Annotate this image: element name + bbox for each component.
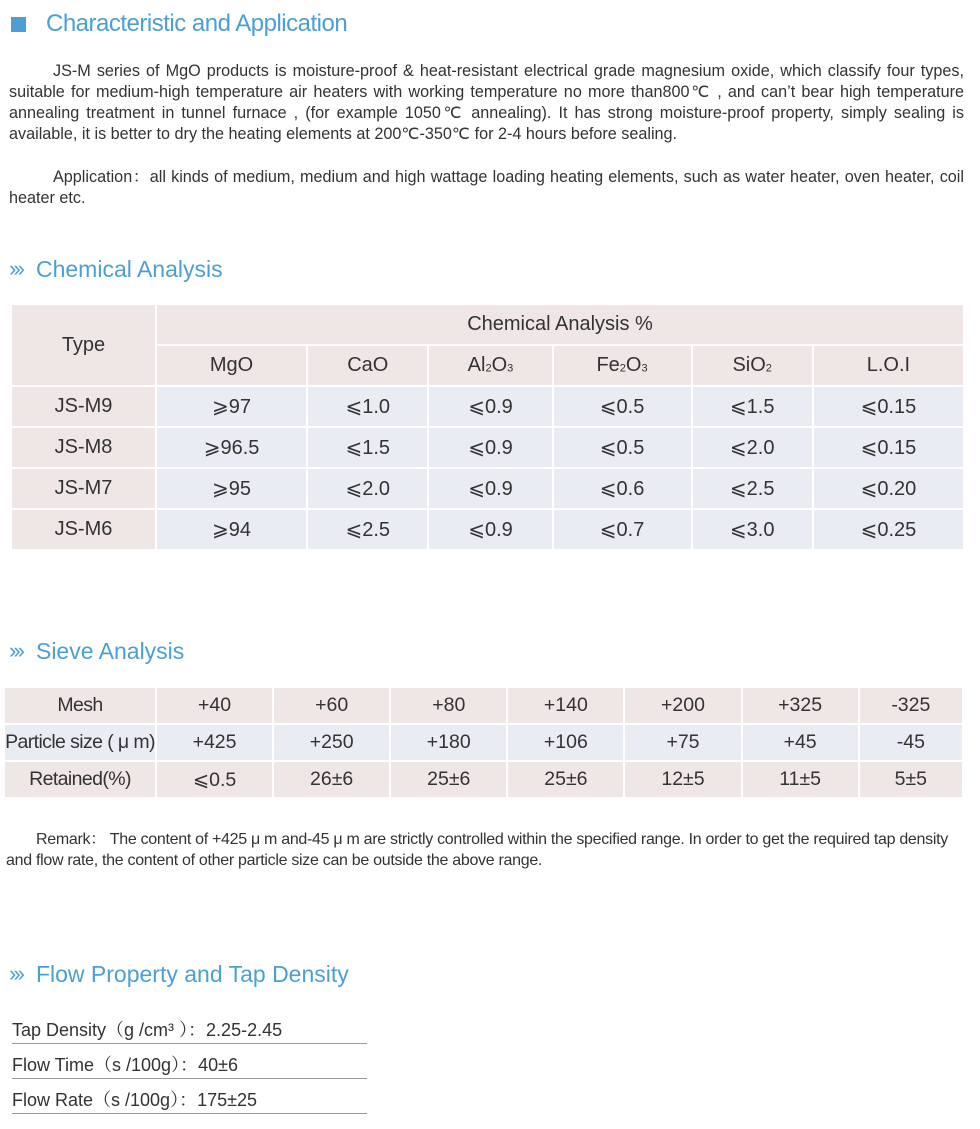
page-title: Characteristic and Application bbox=[46, 10, 348, 37]
type-cell: JS-M9 bbox=[12, 387, 155, 426]
flow-time-row bbox=[12, 1045, 367, 1079]
table-row bbox=[12, 469, 963, 508]
value-cell: ⩽0.5 bbox=[554, 387, 691, 426]
row-label: Mesh bbox=[5, 688, 155, 723]
type-cell: JS-M6 bbox=[12, 510, 155, 549]
value-cell: +106 bbox=[508, 725, 623, 760]
value-cell: ⩽0.7 bbox=[554, 510, 691, 549]
value-cell: 25±6 bbox=[391, 762, 506, 797]
value-cell: +180 bbox=[391, 725, 506, 760]
type-cell: JS-M8 bbox=[12, 428, 155, 467]
triple-chevron-right-icon: ››› bbox=[9, 961, 22, 986]
column-header-text: Al bbox=[467, 354, 486, 376]
column-header-fe2o3 bbox=[554, 346, 691, 385]
value-cell: ⩽0.5 bbox=[554, 428, 691, 467]
flow-time-value: 40±6 bbox=[198, 1055, 238, 1075]
value-cell: +75 bbox=[625, 725, 740, 760]
value-cell: -325 bbox=[860, 688, 962, 723]
value-cell: ⩽0.15 bbox=[814, 428, 963, 467]
value-cell: ⩽0.25 bbox=[814, 510, 963, 549]
value-cell: +425 bbox=[157, 725, 272, 760]
chemical-analysis-heading bbox=[9, 256, 223, 283]
value-cell: ⩽2.0 bbox=[308, 469, 427, 508]
chemical-analysis-title: Chemical Analysis bbox=[35, 256, 223, 282]
value-cell: +80 bbox=[391, 688, 506, 723]
value-cell: 26±6 bbox=[274, 762, 389, 797]
value-cell: ⩽0.15 bbox=[814, 387, 963, 426]
sieve-analysis-title: Sieve Analysis bbox=[35, 638, 185, 664]
table-row bbox=[12, 510, 963, 549]
intro-text: JS-M series of MgO products is moisture-proof & heat-resistant electrical grade magnesium oxide, which classify four types, suitable for medium-high temperature air heaters with working temperature no more than800℃ , and can’t bear high temperature annealing treatment in tunnel furnace , (for example 1050℃ annealing). It has strong moisture-proof property, simply sealing is available, it is better to dry the heating elements at 200℃-350℃ for 2-4 hours before sealing. bbox=[9, 62, 964, 143]
value-cell: ⩽1.5 bbox=[693, 387, 812, 426]
flow-property-heading bbox=[9, 961, 349, 988]
flow-rate-label: Flow Rate（s /100g）： bbox=[12, 1090, 198, 1110]
value-cell: 11±5 bbox=[743, 762, 858, 797]
value-cell: ⩽0.9 bbox=[429, 428, 551, 467]
value-cell: ⩽0.6 bbox=[554, 469, 691, 508]
table-row bbox=[5, 762, 962, 797]
tap-density-value: 2.25-2.45 bbox=[206, 1020, 283, 1040]
sieve-analysis-heading bbox=[9, 638, 184, 665]
triple-chevron-right-icon: ››› bbox=[9, 256, 22, 281]
column-header-text: Fe bbox=[596, 354, 620, 376]
value-cell: 5±5 bbox=[860, 762, 962, 797]
value-cell: ⩽0.20 bbox=[814, 469, 963, 508]
application-paragraph bbox=[9, 167, 964, 209]
value-cell: ⩾96.5 bbox=[157, 428, 306, 467]
square-bullet-icon bbox=[11, 17, 26, 32]
tap-density-label: Tap Density（g /cm³ ）： bbox=[12, 1020, 207, 1040]
row-label: Particle size ( μ m) bbox=[5, 725, 155, 760]
column-header-text: L.O.I bbox=[866, 354, 911, 376]
value-cell: ⩽1.5 bbox=[308, 428, 427, 467]
flow-time-label: Flow Time（s /100g）： bbox=[12, 1055, 199, 1075]
value-cell: +250 bbox=[274, 725, 389, 760]
flow-property-title: Flow Property and Tap Density bbox=[35, 961, 349, 987]
subscript: 3 bbox=[641, 362, 648, 375]
column-header-cao bbox=[308, 346, 427, 385]
intro-paragraph bbox=[9, 61, 964, 145]
value-cell: ⩽1.0 bbox=[308, 387, 427, 426]
value-cell: ⩽0.9 bbox=[429, 387, 551, 426]
value-cell: +60 bbox=[274, 688, 389, 723]
column-header-text: O bbox=[625, 354, 642, 376]
value-cell: ⩽2.5 bbox=[693, 469, 812, 508]
table-row bbox=[12, 428, 963, 467]
value-cell: ⩽2.0 bbox=[693, 428, 812, 467]
row-label: Retained(%) bbox=[5, 762, 155, 797]
value-cell: ⩽0.9 bbox=[429, 510, 551, 549]
value-cell: +140 bbox=[508, 688, 623, 723]
sieve-analysis-table bbox=[3, 686, 964, 799]
value-cell: +325 bbox=[743, 688, 858, 723]
remark-paragraph bbox=[6, 829, 966, 871]
column-header-loi bbox=[814, 346, 963, 385]
chemical-analysis-table bbox=[10, 303, 965, 551]
value-cell: ⩽0.9 bbox=[429, 469, 551, 508]
column-header-al2o3 bbox=[429, 346, 551, 385]
value-cell: +45 bbox=[743, 725, 858, 760]
value-cell: ⩽2.5 bbox=[308, 510, 427, 549]
type-header: Type bbox=[12, 305, 155, 385]
triple-chevron-right-icon: ››› bbox=[9, 638, 22, 663]
column-header-text: CaO bbox=[347, 354, 389, 376]
value-cell: -45 bbox=[860, 725, 962, 760]
chemical-analysis-group-header: Chemical Analysis % bbox=[157, 305, 963, 344]
table-row bbox=[5, 688, 962, 723]
table-row bbox=[5, 725, 962, 760]
column-header-sio2 bbox=[693, 346, 812, 385]
flow-rate-row bbox=[12, 1080, 367, 1114]
value-cell: ⩽3.0 bbox=[693, 510, 812, 549]
type-cell: JS-M7 bbox=[12, 469, 155, 508]
column-header-text: O bbox=[491, 354, 508, 376]
value-cell: ⩾94 bbox=[157, 510, 306, 549]
tap-density-row bbox=[12, 1010, 367, 1044]
column-header-mgo bbox=[157, 346, 306, 385]
value-cell: ⩾95 bbox=[157, 469, 306, 508]
subscript: 2 bbox=[619, 362, 626, 375]
value-cell: +40 bbox=[157, 688, 272, 723]
subscript: 2 bbox=[765, 362, 772, 375]
value-cell: 25±6 bbox=[508, 762, 623, 797]
flow-rate-value: 175±25 bbox=[197, 1090, 258, 1110]
table-row bbox=[12, 387, 963, 426]
value-cell: 12±5 bbox=[625, 762, 740, 797]
value-cell: ⩽0.5 bbox=[157, 762, 272, 797]
column-header-text: SiO bbox=[732, 354, 766, 376]
value-cell: +200 bbox=[625, 688, 740, 723]
application-text: Application：all kinds of medium, medium and high wattage loading heating elements, such as water heater, oven heater, coil heater etc. bbox=[9, 168, 964, 207]
column-header-text: MgO bbox=[209, 354, 254, 376]
value-cell: ⩾97 bbox=[157, 387, 306, 426]
chem-header-row-1 bbox=[12, 305, 963, 344]
subscript: 3 bbox=[507, 362, 514, 375]
subscript: 2 bbox=[485, 362, 492, 375]
remark-text: Remark： The content of +425 μ m and-45 μ m are strictly controlled within the specified range. In order to get the required tap density and flow rate, the content of other particle size can be outside the above range. bbox=[6, 831, 948, 869]
